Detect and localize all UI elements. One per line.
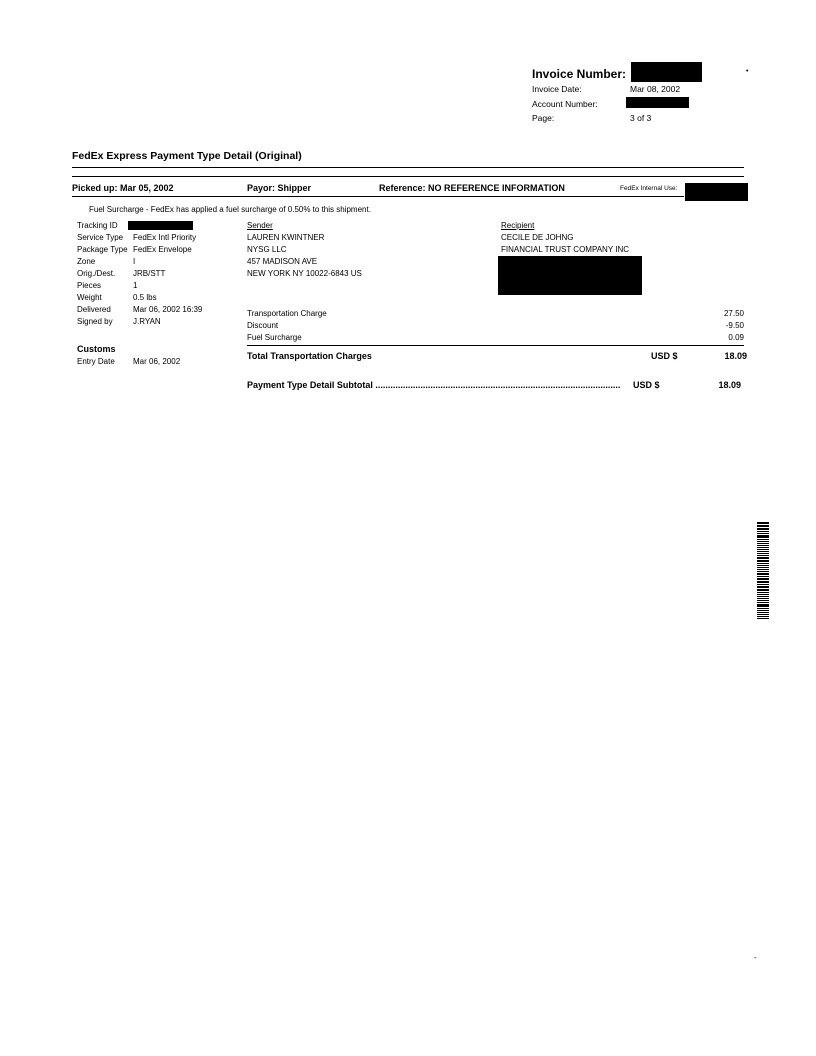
total-amount: 18.09 [724, 351, 747, 361]
barcode-bar [757, 541, 769, 542]
payor: Payor: Shipper [247, 183, 312, 193]
barcode-bar [757, 605, 769, 607]
detail-value: 0.5 lbs [133, 293, 157, 302]
subtotal-currency: USD $ [633, 380, 660, 390]
recipient-heading: Recipient [501, 221, 535, 230]
barcode-bar [757, 535, 769, 536]
charge-amount: -9.50 [725, 321, 744, 330]
redacted-internal-use [685, 183, 748, 201]
detail-value: JRB/STT [133, 269, 166, 278]
sender-line: NYSG LLC [247, 245, 287, 254]
account-number-label: Account Number: [532, 99, 598, 109]
detail-value: FedEx Envelope [133, 245, 192, 254]
redacted-invoice-number [631, 62, 702, 82]
redacted-account-number [626, 97, 689, 108]
charge-amount: 0.09 [728, 333, 744, 342]
barcode-bar [757, 560, 769, 561]
charge-label: Transportation Charge [247, 309, 327, 318]
sender-line: 457 MADISON AVE [247, 257, 318, 266]
detail-label: Tracking ID [77, 221, 118, 230]
barcode-bar [757, 539, 769, 540]
total-label: Total Transportation Charges [247, 351, 372, 361]
detail-value: J.RYAN [133, 317, 161, 326]
total-currency: USD $ [651, 351, 678, 361]
detail-label: Zone [77, 257, 96, 266]
entry-date-value: Mar 06, 2002 [133, 357, 181, 366]
detail-label: Weight [77, 293, 102, 302]
barcode-bar [757, 596, 769, 598]
barcode-bar [757, 579, 769, 580]
barcode-bar [757, 571, 769, 572]
fuel-surcharge-note: Fuel Surcharge - FedEx has applied a fuel surcharge of 0.50% to this shipment. [89, 205, 371, 214]
title-rule-bottom [72, 176, 744, 177]
reference: Reference: NO REFERENCE INFORMATION [379, 183, 565, 193]
detail-label: Signed by [77, 317, 113, 326]
barcode-bar [757, 612, 769, 614]
detail-label: Service Type [77, 233, 124, 242]
mark-dot: • [746, 68, 749, 75]
title-rule-top [72, 167, 744, 168]
barcode [757, 522, 769, 620]
barcode-bar [757, 563, 769, 564]
charge-label: Discount [247, 321, 279, 330]
barcode-bar [757, 589, 769, 591]
barcode-bar [757, 592, 769, 593]
total-rule [247, 345, 744, 346]
barcode-bar [757, 578, 769, 579]
sender-line: LAUREN KWINTNER [247, 233, 325, 242]
recipient-line: CECILE DE JOHNG [501, 233, 574, 242]
barcode-bar [757, 555, 769, 556]
barcode-bar [757, 600, 769, 601]
barcode-bar [757, 567, 769, 569]
barcode-bar [757, 576, 769, 577]
barcode-bar [757, 594, 769, 595]
barcode-bar [757, 618, 769, 619]
footer-mark: - [754, 953, 757, 962]
charge-label: Fuel Surcharge [247, 333, 302, 342]
barcode-bar [757, 547, 769, 548]
barcode-bar [757, 598, 769, 599]
barcode-bar [757, 573, 769, 575]
barcode-bar [757, 584, 769, 585]
detail-label: Package Type [77, 245, 128, 254]
detail-value: I [133, 257, 136, 266]
barcode-bar [757, 528, 769, 530]
barcode-bar [757, 533, 769, 534]
barcode-bar [757, 543, 769, 545]
detail-value: 1 [133, 281, 138, 290]
header-row-rule [72, 196, 684, 197]
barcode-bar [757, 608, 769, 609]
barcode-bar [757, 526, 769, 527]
page-label: Page: [532, 113, 555, 123]
barcode-bar [757, 522, 769, 524]
barcode-bar [757, 536, 769, 538]
barcode-bar [757, 561, 769, 562]
barcode-bar [757, 614, 769, 615]
redacted-tracking-id [128, 221, 193, 230]
redacted-recipient-address [498, 256, 642, 295]
subtotal-label: Payment Type Detail Subtotal .................................................................................................. [247, 380, 621, 390]
detail-value: FedEx Intl Priority [133, 233, 197, 242]
barcode-bar [757, 587, 769, 588]
detail-value: Mar 06, 2002 16:39 [133, 305, 203, 314]
recipient-line: FINANCIAL TRUST COMPANY INC [501, 245, 630, 254]
barcode-bar [757, 551, 769, 552]
detail-label: Pieces [77, 281, 102, 290]
barcode-bar [757, 549, 769, 550]
section-title: FedEx Express Payment Type Detail (Original) [72, 150, 302, 162]
barcode-bar [757, 602, 769, 603]
detail-label: Delivered [77, 305, 111, 314]
barcode-bar [757, 525, 769, 526]
customs-heading: Customs [77, 344, 116, 354]
barcode-bar [757, 569, 769, 570]
charge-amount: 27.50 [723, 309, 744, 318]
barcode-bar [757, 553, 769, 555]
barcode-bar [757, 531, 769, 532]
detail-label: Orig./Dest. [77, 269, 116, 278]
picked-up-date: Picked up: Mar 05, 2002 [72, 183, 174, 193]
barcode-bar [757, 581, 769, 583]
barcode-bar [757, 604, 769, 605]
sender-heading: Sender [247, 221, 273, 230]
internal-use-label: FedEx Internal Use: [620, 185, 678, 192]
page-value: 3 of 3 [630, 113, 652, 123]
barcode-bar [757, 610, 769, 611]
barcode-bar [757, 586, 769, 587]
barcode-bar [757, 545, 769, 546]
invoice-number-label: Invoice Number: [532, 67, 627, 81]
barcode-bar [757, 616, 769, 617]
entry-date-label: Entry Date [77, 357, 115, 366]
barcode-bar [757, 565, 769, 566]
barcode-bar [757, 557, 769, 559]
sender-line: NEW YORK NY 10022-6843 US [247, 269, 362, 278]
invoice-date-value: Mar 08, 2002 [630, 84, 681, 94]
invoice-date-label: Invoice Date: [532, 84, 582, 94]
subtotal-amount: 18.09 [718, 380, 741, 390]
